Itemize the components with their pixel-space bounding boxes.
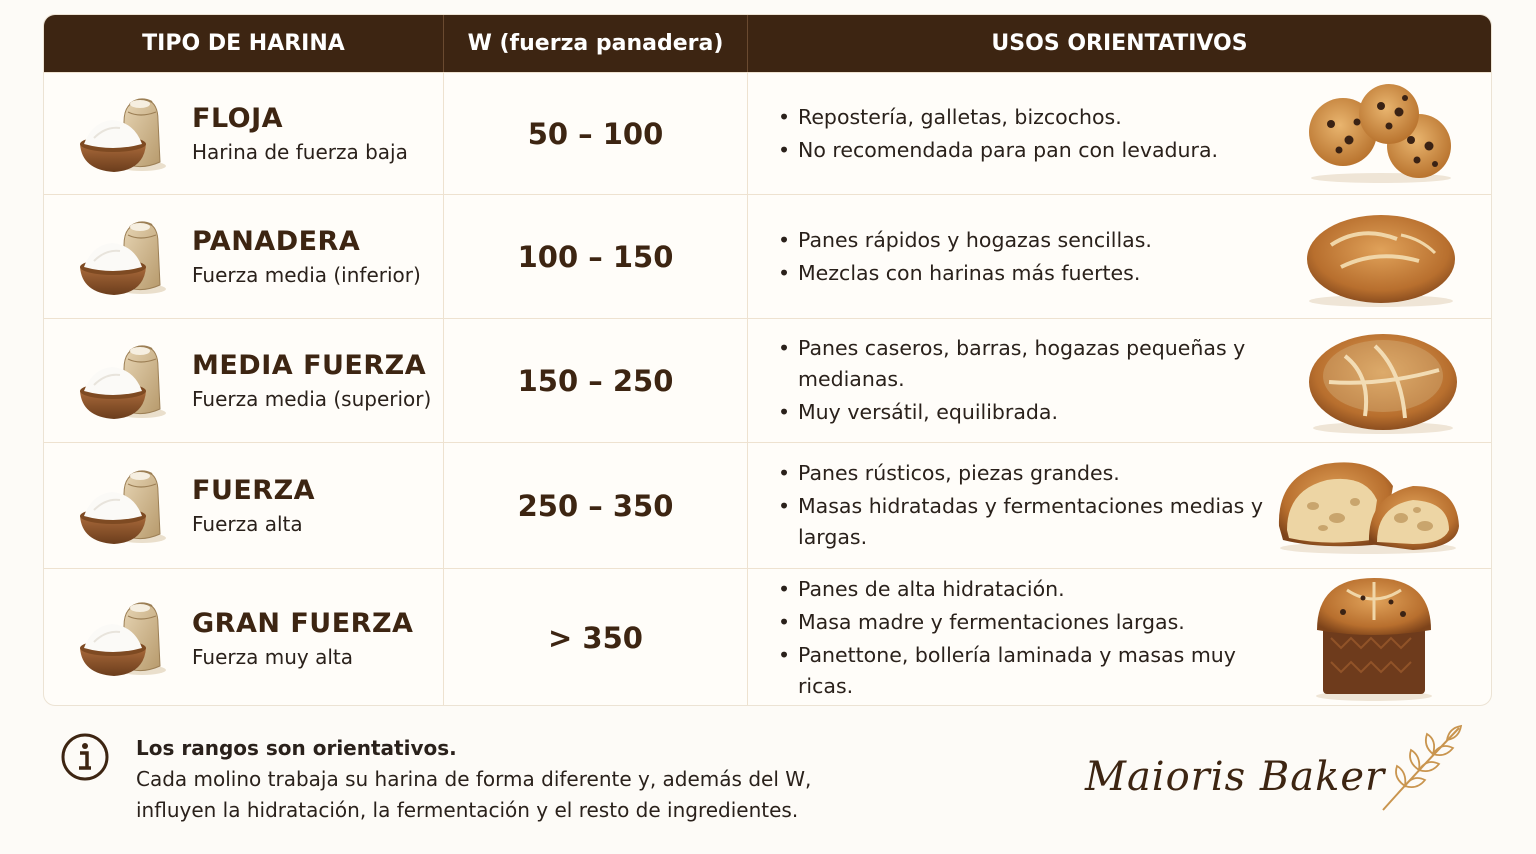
- flour-type-name: PANADERA: [192, 226, 361, 257]
- info-note: [60, 732, 836, 826]
- flour-strength-table: [43, 14, 1492, 706]
- list-item: • Panes de alta hidratación.: [778, 574, 1268, 605]
- type-cell: [44, 73, 444, 194]
- bread-loaf-icon: [1301, 205, 1461, 309]
- flour-type-name: FUERZA: [192, 475, 316, 506]
- flour-type-name: MEDIA FUERZA: [192, 350, 427, 381]
- list-item: • Panes rústicos, piezas grandes.: [778, 458, 1268, 489]
- uses-cell: [748, 73, 1491, 194]
- w-value: 250 – 350: [444, 443, 748, 568]
- table-row: [44, 194, 1491, 318]
- table-row: [44, 568, 1491, 706]
- list-item: • Panes caseros, barras, hogazas pequeñas y medianas.: [778, 333, 1268, 395]
- brand-name: Maioris Baker: [1085, 754, 1386, 800]
- list-item: • Masas hidratadas y fermentaciones medias y largas.: [778, 491, 1268, 553]
- uses-list: [778, 100, 1268, 168]
- flour-bowl-icon: [72, 339, 168, 423]
- flour-type-subtitle: Fuerza media (superior): [192, 387, 432, 411]
- flour-type-subtitle: Fuerza media (inferior): [192, 263, 421, 287]
- type-cell: [44, 443, 444, 568]
- uses-list: [778, 456, 1268, 555]
- list-item: • Panes rápidos y hogazas sencillas.: [778, 225, 1268, 256]
- list-item: • No recomendada para pan con levadura.: [778, 135, 1268, 166]
- list-item: • Muy versátil, equilibrada.: [778, 397, 1268, 428]
- list-item: • Masa madre y fermentaciones largas.: [778, 607, 1268, 638]
- list-item: • Mezclas con harinas más fuertes.: [778, 258, 1268, 289]
- sliced-bread-icon: [1273, 456, 1463, 556]
- flour-type-subtitle: Fuerza alta: [192, 512, 303, 536]
- table-row: [44, 318, 1491, 442]
- w-value: 150 – 250: [444, 319, 748, 442]
- type-cell: [44, 319, 444, 442]
- flour-type-name: GRAN FUERZA: [192, 607, 414, 639]
- uses-list: [778, 223, 1268, 291]
- type-cell: [44, 569, 444, 706]
- uses-list: [778, 572, 1268, 704]
- list-item: • Panettone, bollería laminada y masas muy ricas.: [778, 640, 1268, 702]
- header-uses: USOS ORIENTATIVOS: [991, 31, 1248, 56]
- cookies-icon: [1301, 84, 1461, 184]
- flour-bowl-icon: [72, 596, 168, 680]
- flour-bowl-icon: [72, 215, 168, 299]
- flour-type-subtitle: Fuerza muy alta: [192, 644, 353, 669]
- w-value: 100 – 150: [444, 195, 748, 318]
- flour-bowl-icon: [72, 92, 168, 176]
- round-loaf-icon: [1305, 326, 1461, 436]
- header-w: W (fuerza panadera): [444, 15, 748, 72]
- uses-list: [778, 331, 1268, 430]
- w-value: > 350: [444, 569, 748, 706]
- flour-type-subtitle: Harina de fuerza baja: [192, 140, 408, 164]
- flour-bowl-icon: [72, 464, 168, 548]
- uses-cell: [748, 443, 1491, 568]
- table-header: [44, 15, 1491, 72]
- brand-logo: [1085, 740, 1467, 814]
- wheat-icon: [1375, 722, 1467, 814]
- flour-type-name: FLOJA: [192, 103, 284, 134]
- w-value: 50 – 100: [444, 73, 748, 194]
- uses-cell: [748, 319, 1491, 442]
- header-type: TIPO DE HARINA: [44, 15, 444, 72]
- info-icon: [60, 732, 110, 782]
- note-title: Los rangos son orientativos.: [136, 736, 457, 760]
- uses-cell: [748, 195, 1491, 318]
- panettone-icon: [1307, 574, 1441, 702]
- table-row: [44, 442, 1491, 568]
- table-row: [44, 72, 1491, 194]
- note-body: Cada molino trabaja su harina de forma diferente y, además del W, influyen la hidratación, la fermentación y el resto de ingredientes.: [136, 767, 812, 822]
- list-item: • Repostería, galletas, bizcochos.: [778, 102, 1268, 133]
- uses-cell: [748, 569, 1491, 706]
- type-cell: [44, 195, 444, 318]
